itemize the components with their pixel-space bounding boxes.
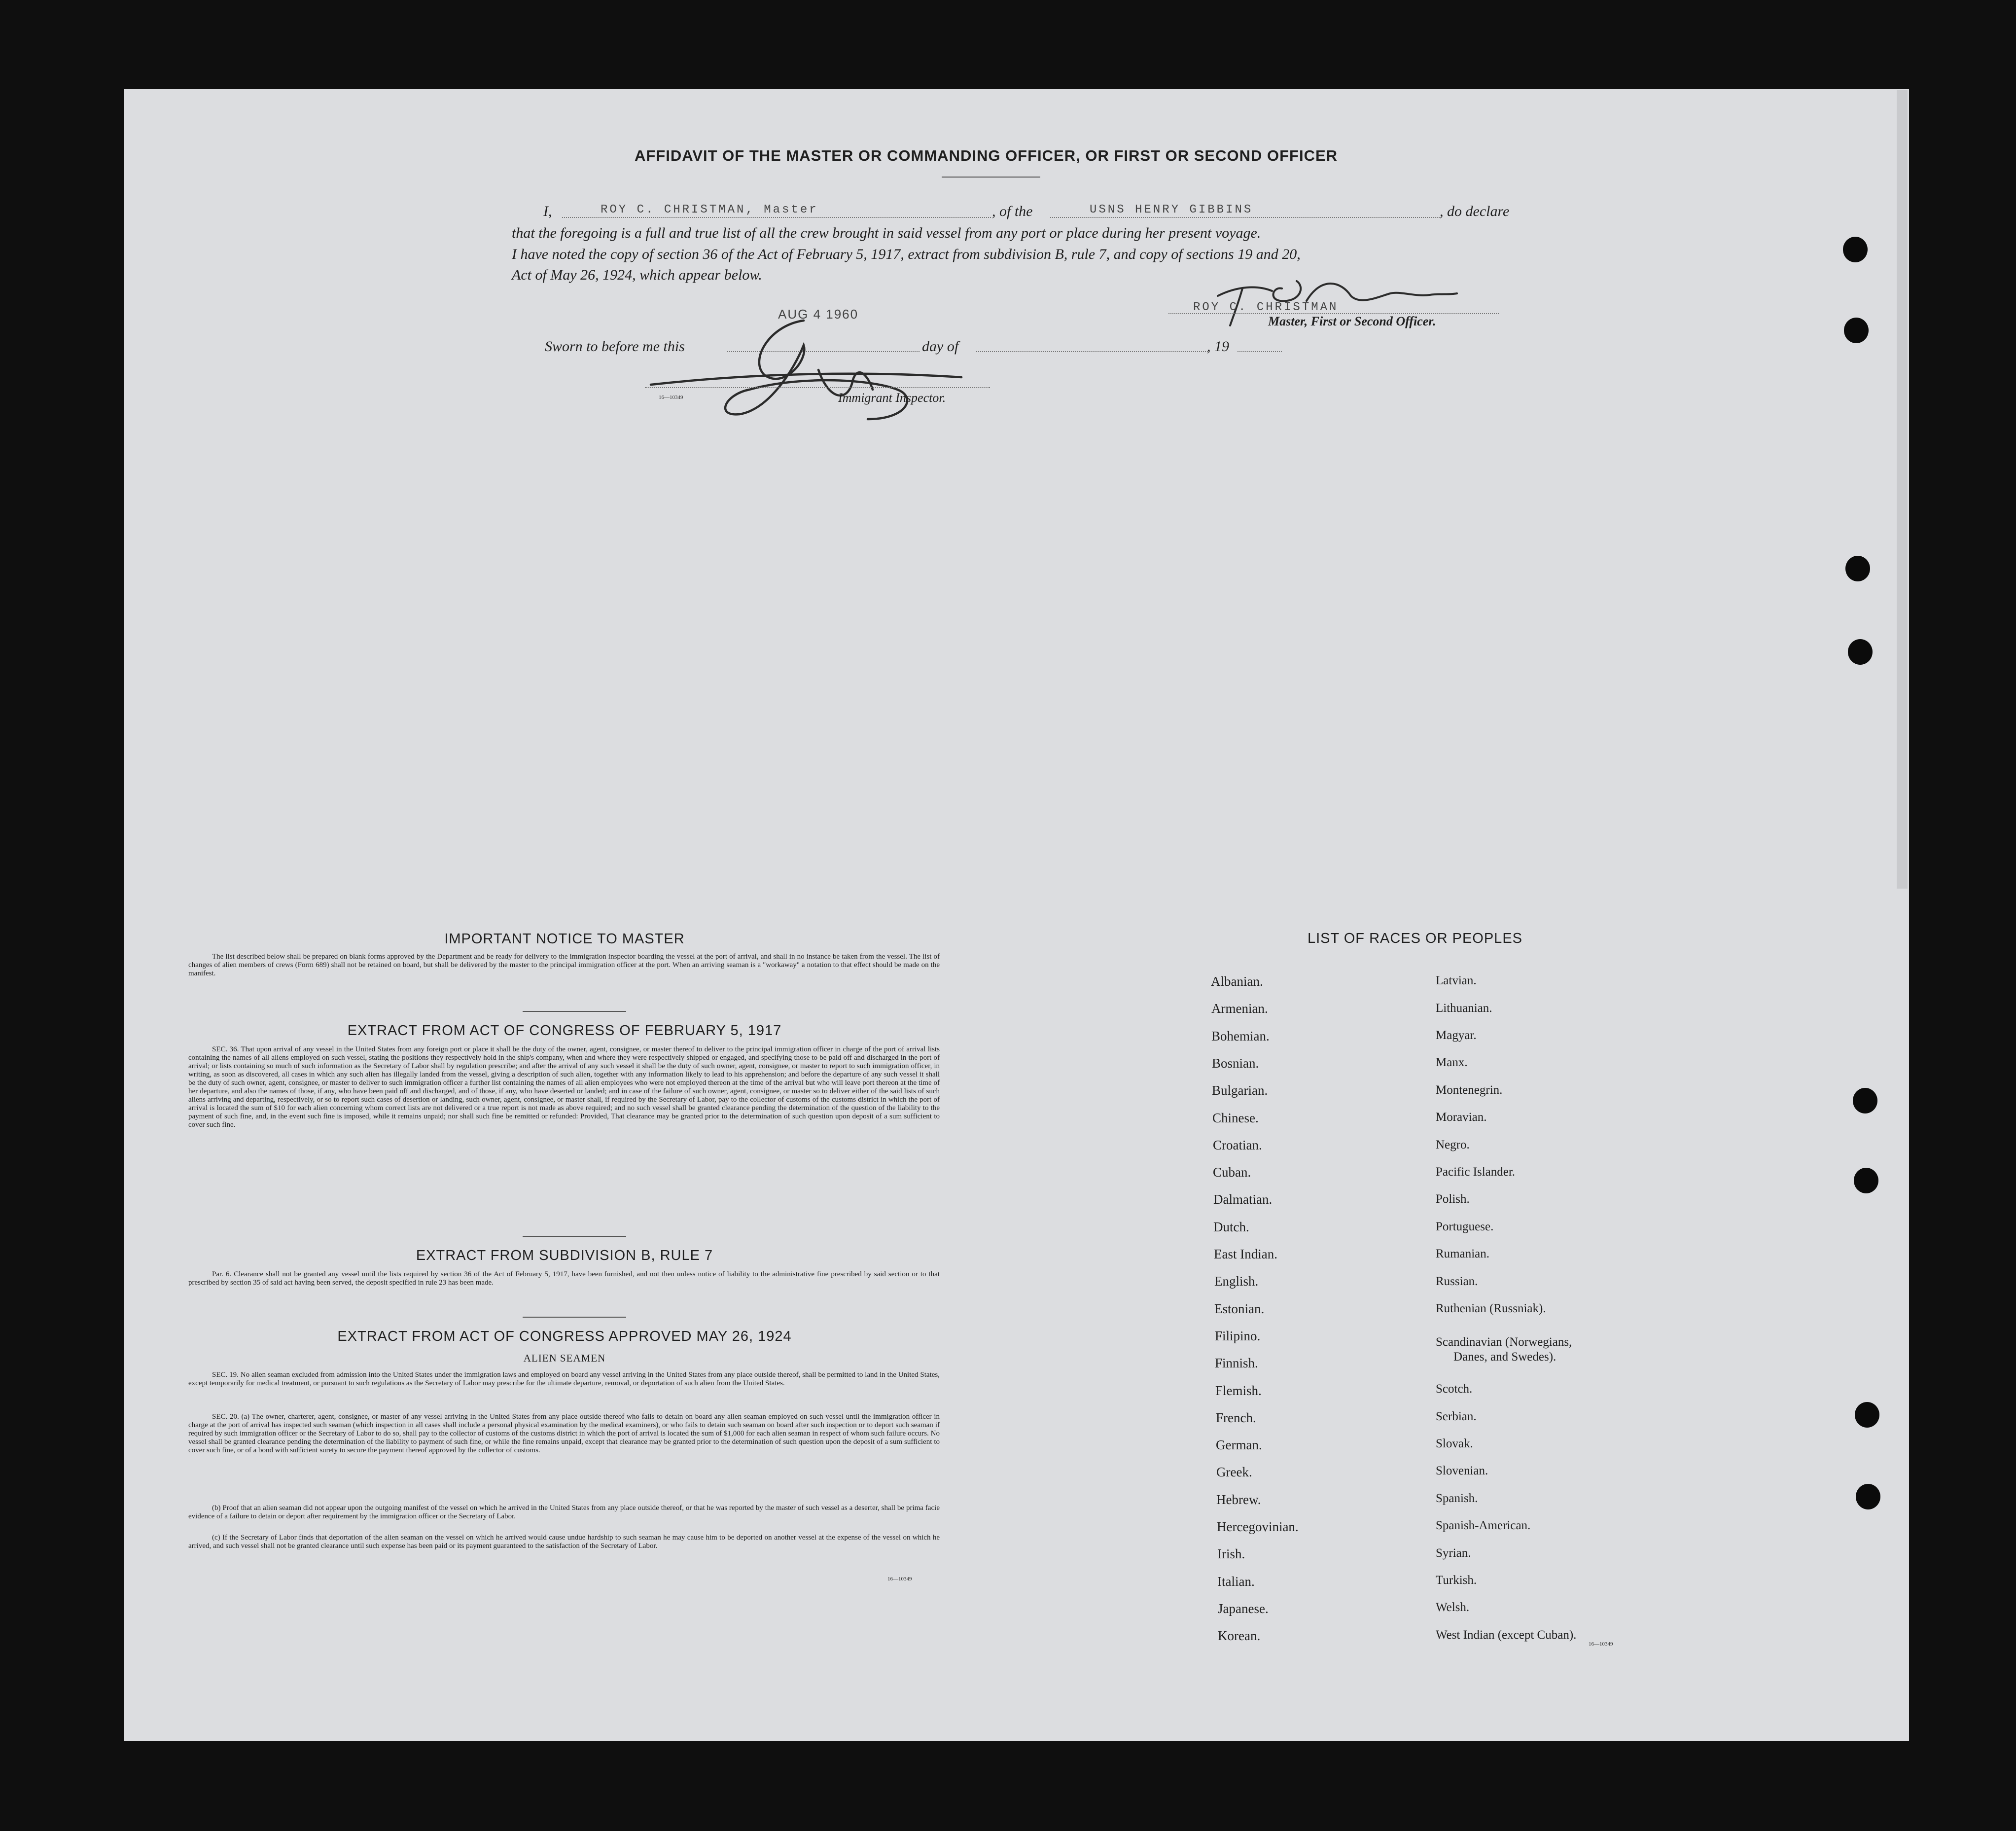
race-item: Irish. <box>1217 1546 1245 1561</box>
race-item: Cuban. <box>1213 1165 1251 1180</box>
extract-rule7-title: EXTRACT FROM SUBDIVISION B, RULE 7 <box>416 1248 713 1263</box>
inspector-signature <box>641 316 966 429</box>
punch-hole <box>1853 1088 1877 1113</box>
sworn-label: Sworn to before me this <box>545 338 685 355</box>
race-item: Turkish. <box>1436 1574 1477 1587</box>
race-item: Negro. <box>1436 1138 1470 1151</box>
race-item: Italian. <box>1217 1574 1255 1589</box>
race-item: Russian. <box>1436 1275 1478 1288</box>
extract-1924-sec20b: (b) Proof that an alien seaman did not appear upon the outgoing manifest of the vessel on which he arrived in the United States from any place outside thereof, or that he was reported by the master of such vessel as a deserter, shall be prima facie evidence of a failure to detain or deport after requirement by the immigration officer or the Secretary of Labor. <box>188 1504 940 1520</box>
inspector-line <box>645 387 990 388</box>
sworn-month-line <box>976 351 1208 352</box>
vessel-typed: USNS HENRY GIBBINS <box>1090 203 1253 216</box>
race-item: Japanese. <box>1218 1601 1269 1616</box>
race-item: Scandinavian (Norwegians, <box>1436 1335 1572 1349</box>
race-item: Flemish. <box>1215 1383 1262 1398</box>
race-item: German. <box>1216 1437 1262 1452</box>
race-item: Slovenian. <box>1436 1464 1488 1477</box>
race-item: West Indian (except Cuban). <box>1436 1628 1577 1642</box>
notice-body: The list described below shall be prepared on blank forms approved by the Department and be ready for delivery to the immigration inspector boarding the vessel at the port of arrival, and shall in no instance be taken from the vessel. The list of changes of alien members of crews (Form 689) shall not be retained on board, but shall be delivered by the master to the principal immigration officer at the port. When an arriving seaman is a "workaway" a notation to that effect should be made on the manifest. <box>188 953 940 977</box>
affidavit-title: AFFIDAVIT OF THE MASTER OR COMMANDING OFFICER, OR FIRST OR SECOND OFFICER <box>634 147 1338 164</box>
name-line <box>562 217 991 218</box>
race-item: East Indian. <box>1214 1247 1277 1261</box>
race-item: Chinese. <box>1212 1111 1259 1125</box>
affidavit-line-3: I have noted the copy of section 36 of the Act of February 5, 1917, extract from subdivision B, rule 7, and copy of sections 19 and 20, <box>512 246 1301 262</box>
race-item: Dalmatian. <box>1213 1192 1273 1207</box>
race-item: Lithuanian. <box>1436 1002 1492 1015</box>
race-item: Bohemian. <box>1211 1029 1270 1043</box>
punch-hole <box>1856 1484 1880 1509</box>
affidavit-line-2: that the foregoing is a full and true list of all the crew brought in said vessel from any port or place during her present voyage. <box>512 225 1261 241</box>
divider <box>942 177 1040 178</box>
race-item: Syrian. <box>1436 1546 1471 1560</box>
race-item: Armenian. <box>1211 1001 1268 1016</box>
race-item: French. <box>1216 1410 1256 1425</box>
race-item: Serbian. <box>1436 1410 1477 1423</box>
day-of-label: day of <box>922 338 959 355</box>
punch-hole <box>1845 556 1870 581</box>
race-item: Welsh. <box>1436 1601 1470 1614</box>
race-item: Spanish-American. <box>1436 1519 1531 1532</box>
races-title: LIST OF RACES OR PEOPLES <box>1307 931 1523 946</box>
punch-hole <box>1855 1402 1879 1428</box>
sworn-year-line <box>1238 351 1282 352</box>
of-the-label: , of the <box>992 203 1033 219</box>
race-item: Manx. <box>1436 1056 1468 1069</box>
form-number: 16—10349 <box>1589 1641 1613 1647</box>
race-item: Polish. <box>1436 1192 1470 1206</box>
race-item: Danes, and Swedes). <box>1453 1350 1556 1364</box>
race-item: Portuguese. <box>1436 1220 1494 1233</box>
race-item: Greek. <box>1216 1465 1252 1479</box>
form-number: 16—10349 <box>887 1576 912 1582</box>
extract-1917-body: SEC. 36. That upon arrival of any vessel in the United States from any foreign port or place it shall be the duty of the owner, agent, consignee, or master thereof to deliver to the principal immigration officer in charge of the port of arrival lists containing the names of all aliens employed on such vessel, stating the positions they respectively hold in the ship's company, when and where they were respectively shipped or engaged, and specifying those to be paid off and discharged in the port of arrival; or lists containing so much of such information as the Secretary of Labor shall by regulation prescribe; and after the arrival of any such vessel it shall be the duty of such owner, agent, consignee, or master to report to such immigration officer, in writing, as soon as discovered, all cases in which any such alien has illegally landed from the vessel, giving a description of such alien, together with any information likely to lead to his apprehension; and before the departure of any such vessel it shall be the duty of such owner, agent, consignee, or master to deliver to such immigration officer a further list containing the names of all alien employees who were not employed thereon at the time of the arrival but who will leave port thereon at the time of her departure, and also the names of those, if any, who have been paid off and discharged, and of those, if any, who have deserted or landed; and in case of the failure of such owner, agent, consignee, or master so to deliver either of the said lists of such aliens arriving and departing, respectively, or so to report such cases of desertion or landing, such owner, agent, consignee, or master shall, if required by the Secretary of Labor, pay to the collector of customs of the customs district in which the port of arrival is located the sum of $10 for each alien concerning whom correct lists are not delivered or a true report is not made as above required; and no such vessel shall be granted clearance pending the determination of the question of the liability to the payment of such fine, and, in the event such fine is imposed, while it remains unpaid; nor shall such fine be remitted or refunded: Provided, That clearance may be granted prior to the determination of such question upon deposit of a sum sufficient to cover such fine. <box>188 1045 940 1129</box>
sheet-edge-shadow <box>1897 90 1908 889</box>
race-item: Slovak. <box>1436 1437 1473 1450</box>
extract-1924-sec20a: SEC. 20. (a) The owner, charterer, agent, consignee, or master of any vessel arriving in the United States from any place outside thereof who fails to detain on board any alien seaman employed on such vessel until the immigration officer in charge at the port of arrival has inspected such seaman (which inspection in all cases shall include a personal physical examination by the medical examiners), or who fails to detain such seaman on board after such inspection or to deport such seaman if required by such immigration officer or the Secretary of Labor to do so, shall pay to the collector of customs of the customs district in which the port of arrival is located the sum of $1,000 for each alien seaman in respect of whom such failure occurs. No vessel shall be granted clearance pending the determination of the liability to payment of such fine, or while the fine remains unpaid, except that clearance may be granted prior to the determination of such question upon the deposit of a sum sufficient to cover such fine, or of a bond with sufficient surety to secure the payment thereof approved by the collector of customs. <box>188 1413 940 1454</box>
race-item: Rumanian. <box>1436 1247 1490 1260</box>
race-item: Finnish. <box>1215 1356 1258 1370</box>
race-item: Montenegrin. <box>1436 1083 1503 1097</box>
extract-1924-sec19: SEC. 19. No alien seaman excluded from admission into the United States under the immigration laws and employed on board any vessel arriving in the United States from any place outside thereof, shall be permitted to land in the United States, except temporarily for medical treatment, or pursuant to such regulations as the Secretary of Labor may prescribe for the ultimate departure, removal, or deportation of such alien from the United States. <box>188 1371 940 1387</box>
extract-1924-subtitle: ALIEN SEAMEN <box>523 1352 606 1364</box>
divider <box>523 1236 626 1237</box>
extract-rule7-body: Par. 6. Clearance shall not be granted any vessel until the lists required by section 36 of the Act of February 5, 1917, have been furnished, and not then unless notice of liability to the administrative fine prescribed by said section or to that prescribed by section 35 of said act having been served, the deposit specified in rule 23 has been made. <box>188 1270 940 1287</box>
vessel-line <box>1050 217 1440 218</box>
race-item: Korean. <box>1218 1628 1261 1643</box>
i-label: I, <box>543 203 552 219</box>
race-item: Dutch. <box>1213 1220 1249 1234</box>
punch-hole <box>1848 639 1873 665</box>
race-item: English. <box>1214 1274 1259 1289</box>
name-typed: ROY C. CHRISTMAN, Master <box>601 203 818 216</box>
divider <box>523 1011 626 1012</box>
race-item: Ruthenian (Russniak). <box>1436 1302 1546 1315</box>
race-item: Hebrew. <box>1216 1492 1261 1507</box>
race-item: Scotch. <box>1436 1382 1473 1396</box>
punch-hole <box>1844 318 1869 343</box>
notice-title: IMPORTANT NOTICE TO MASTER <box>444 931 685 947</box>
race-item: Estonian. <box>1214 1301 1265 1316</box>
date-stamp: AUG 4 1960 <box>778 307 859 322</box>
race-item: Moravian. <box>1436 1111 1487 1124</box>
signer-caption: Master, First or Second Officer. <box>1268 314 1436 328</box>
race-item: Filipino. <box>1215 1328 1261 1343</box>
extract-1924-sec20c: (c) If the Secretary of Labor finds that deportation of the alien seaman on the vessel on which he arrived would cause undue hardship to such seaman he may cause him to be deported on another vessel at the expense of the vessel on which he arrived, and such vessel shall not be granted clearance until such expense has been paid or its payment guaranteed to the satisfaction of the Secretary of Labor. <box>188 1534 940 1550</box>
race-item: Spanish. <box>1436 1492 1478 1505</box>
form-number: 16—10349 <box>659 395 683 400</box>
do-declare-label: , do declare <box>1440 203 1510 219</box>
affidavit-line-4: Act of May 26, 1924, which appear below. <box>512 267 762 283</box>
inspector-caption: Immigrant Inspector. <box>838 391 946 405</box>
race-item: Latvian. <box>1436 974 1477 987</box>
divider <box>523 1317 626 1318</box>
year-label: , 19 <box>1207 338 1229 355</box>
extract-1917-title: EXTRACT FROM ACT OF CONGRESS OF FEBRUARY 5, 1917 <box>347 1023 782 1039</box>
punch-hole <box>1843 237 1868 262</box>
race-item: Magyar. <box>1436 1029 1477 1042</box>
race-item: Bulgarian. <box>1212 1083 1268 1098</box>
race-item: Pacific Islander. <box>1436 1165 1516 1179</box>
race-item: Albanian. <box>1211 974 1263 989</box>
race-item: Bosnian. <box>1212 1056 1259 1071</box>
race-item: Croatian. <box>1213 1138 1262 1152</box>
signer-typed: ROY C. CHRISTMAN <box>1193 301 1339 314</box>
document-sheet <box>124 89 1909 1741</box>
race-item: Hercegovinian. <box>1217 1519 1299 1534</box>
punch-hole <box>1854 1168 1878 1193</box>
extract-1924-title: EXTRACT FROM ACT OF CONGRESS APPROVED MAY 26, 1924 <box>337 1328 792 1344</box>
